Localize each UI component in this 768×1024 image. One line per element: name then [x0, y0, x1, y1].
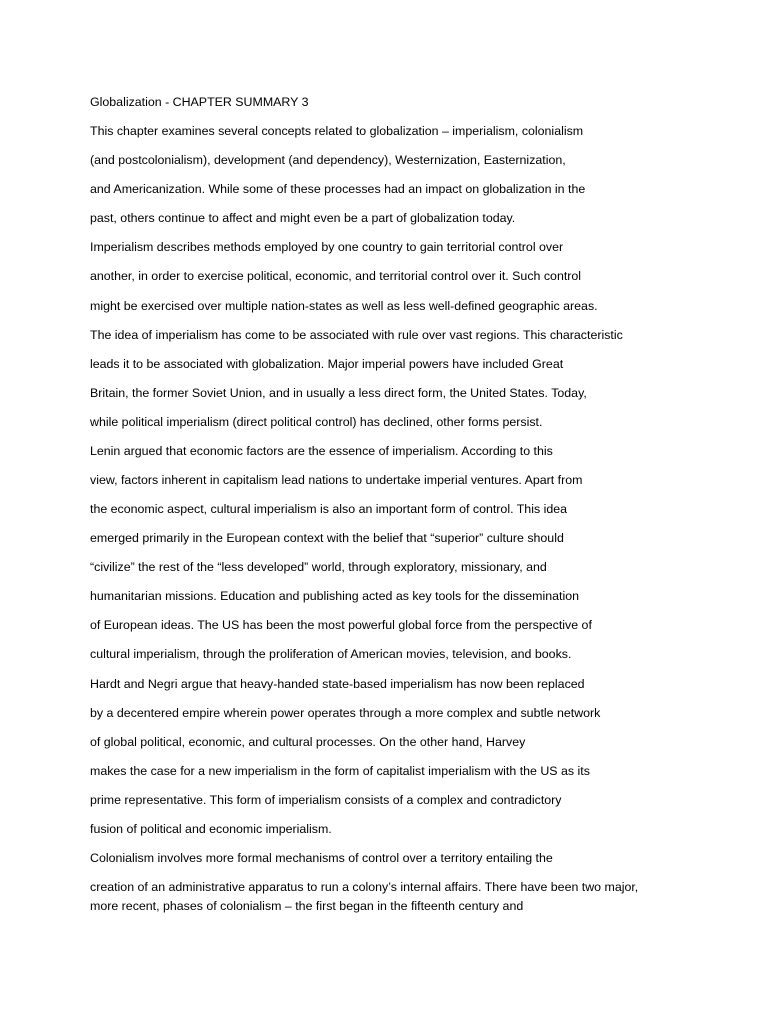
text-line: and Americanization. While some of these processes had an impact on globalization in the: [90, 182, 586, 196]
text-line: another, in order to exercise political, economic, and territorial control over it. Such control: [90, 269, 582, 283]
text-line: view, factors inherent in capitalism lead nations to undertake imperial ventures. Apart from: [90, 473, 583, 487]
text-line: Imperialism describes methods employed by one country to gain territorial control over: [90, 240, 564, 254]
text-line: humanitarian missions. Education and publishing acted as key tools for the dissemination: [90, 589, 580, 603]
text-line: fusion of political and economic imperialism.: [90, 822, 332, 836]
text-line: This chapter examines several concepts related to globalization – imperialism, colonialism: [90, 124, 584, 138]
text-line: more recent, phases of colonialism – the first began in the fifteenth century and: [90, 899, 524, 913]
text-line: of European ideas. The US has been the most powerful global force from the perspective of: [90, 618, 592, 632]
text-line: creation of an administrative apparatus to run a colony’s internal affairs. There have been two major,: [90, 880, 639, 894]
text-line: makes the case for a new imperialism in the form of capitalist imperialism with the US as its: [90, 764, 590, 778]
text-line: emerged primarily in the European context with the belief that “superior” culture should: [90, 531, 564, 545]
text-line: prime representative. This form of imperialism consists of a complex and contradictory: [90, 793, 562, 807]
document-title: Globalization - CHAPTER SUMMARY 3: [90, 95, 309, 109]
text-line: Hardt and Negri argue that heavy-handed state-based imperialism has now been replaced: [90, 677, 585, 691]
text-line: Lenin argued that economic factors are the essence of imperialism. According to this: [90, 444, 553, 458]
text-line: (and postcolonialism), development (and dependency), Westernization, Easternization,: [90, 153, 566, 167]
text-line: “civilize” the rest of the “less developed” world, through exploratory, missionary, and: [90, 560, 547, 574]
text-line: The idea of imperialism has come to be associated with rule over vast regions. This characteristic: [90, 328, 623, 342]
text-line: of global political, economic, and cultural processes. On the other hand, Harvey: [90, 735, 526, 749]
text-line: past, others continue to affect and might even be a part of globalization today.: [90, 211, 516, 225]
text-line: cultural imperialism, through the proliferation of American movies, television, and books.: [90, 647, 572, 661]
text-line: Britain, the former Soviet Union, and in usually a less direct form, the United States. Today,: [90, 386, 587, 400]
text-line: Colonialism involves more formal mechanisms of control over a territory entailing the: [90, 851, 553, 865]
text-line: leads it to be associated with globalization. Major imperial powers have included Great: [90, 357, 564, 371]
text-line: the economic aspect, cultural imperialism is also an important form of control. This idea: [90, 502, 568, 516]
text-line: while political imperialism (direct political control) has declined, other forms persist.: [90, 415, 543, 429]
text-line: by a decentered empire wherein power operates through a more complex and subtle network: [90, 706, 601, 720]
text-line: might be exercised over multiple nation-states as well as less well-defined geographic areas.: [90, 299, 598, 313]
